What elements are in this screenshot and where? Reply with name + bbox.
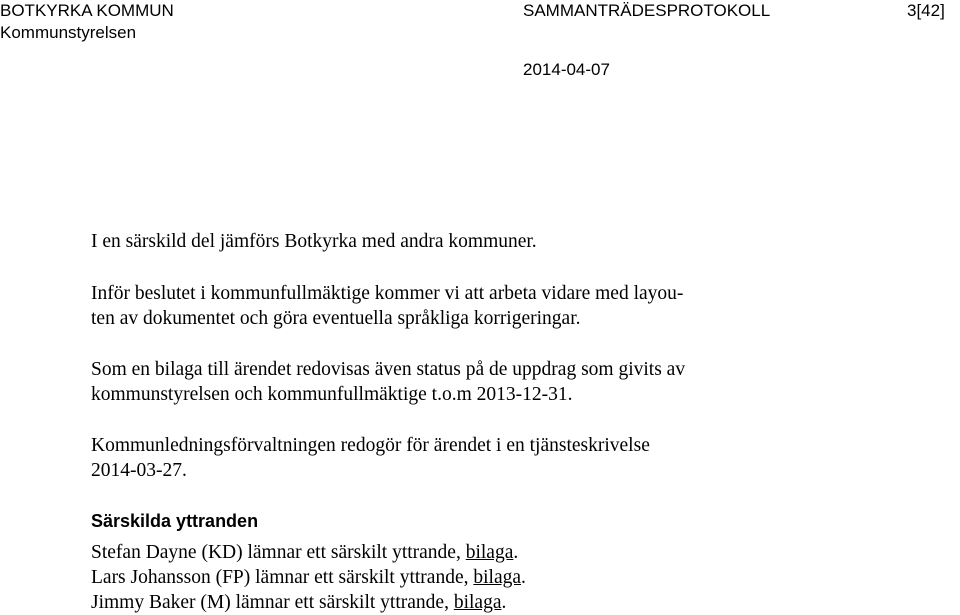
document-type: SAMMANTRÄDESPROTOKOLL <box>523 1 771 20</box>
statement-end: . <box>513 542 519 563</box>
paragraph-line: I en särskild del jämförs Botkyrka med andra kommuner. <box>91 231 537 252</box>
section-heading: Särskilda yttranden <box>91 511 259 531</box>
statement-end: . <box>521 567 526 588</box>
statement-text: Lars Johansson (FP) lämnar ett särskilt yttrande, <box>91 567 474 588</box>
paragraph-line: kommunstyrelsen och kommunfullmäktige t.o.m 2013-12-31. <box>91 384 573 405</box>
appendix-link[interactable]: bilaga <box>465 542 514 563</box>
paragraph-status-appendix <box>91 357 911 407</box>
paragraph-line: Kommunledningsförvaltningen redogör för ärendet i en tjänsteskrivelse <box>91 435 650 456</box>
paragraph-administration-report <box>91 433 911 483</box>
statement-end: . <box>501 592 507 613</box>
statement-item <box>91 590 911 615</box>
page-number: 3[42] <box>907 1 945 20</box>
statement-text: Stefan Dayne (KD) lämnar ett särskilt yttrande, <box>91 542 466 563</box>
paragraph-comparison <box>91 229 911 254</box>
paragraph-line: Inför beslutet i kommunfullmäktige kommer vi att arbeta vidare med layou- <box>91 283 684 304</box>
appendix-link[interactable]: bilaga <box>473 567 522 588</box>
statement-item <box>91 540 911 565</box>
organization-name: BOTKYRKA KOMMUN <box>0 1 174 20</box>
paragraph-line: ten av dokumentet och göra eventuella språkliga korrigeringar. <box>91 308 581 329</box>
paragraph-line: 2014-03-27. <box>91 460 187 481</box>
paragraph-layout <box>91 281 911 331</box>
statements-list <box>91 540 911 615</box>
appendix-link[interactable]: bilaga <box>453 592 502 613</box>
statement-item <box>91 565 911 590</box>
statement-text: Jimmy Baker (M) lämnar ett särskilt yttrande, <box>91 592 454 613</box>
committee-name: Kommunstyrelsen <box>0 23 137 42</box>
paragraph-line: Som en bilaga till ärendet redovisas även status på de uppdrag som givits av <box>91 359 686 380</box>
meeting-date: 2014-04-07 <box>523 60 610 79</box>
